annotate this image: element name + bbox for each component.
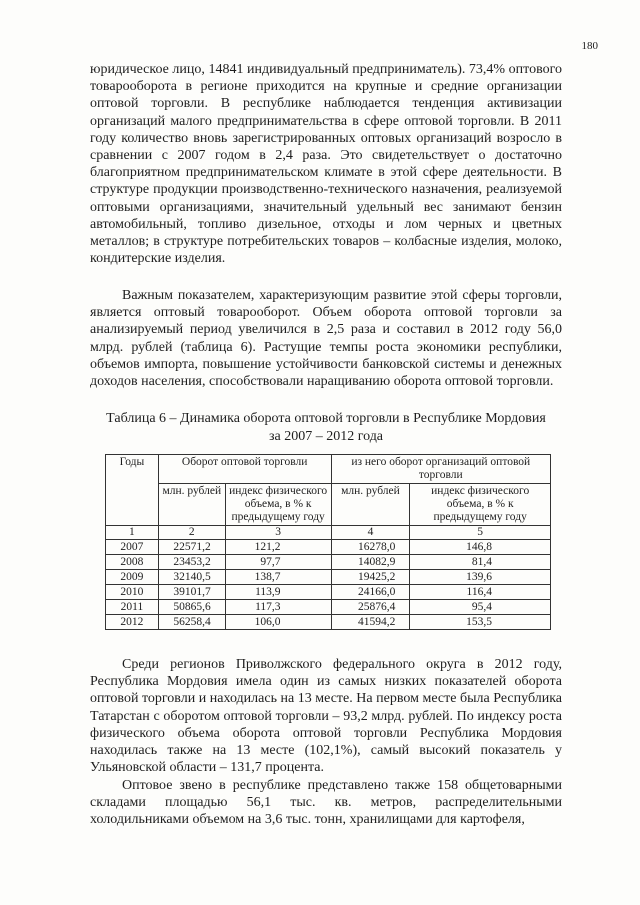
index-cell: 113,9 — [225, 585, 331, 600]
header-group-turnover: Оборот оптовой торговли — [158, 455, 331, 484]
paragraph-1: юридическое лицо, 14841 индивидуальный предприниматель). 73,4% оптового товарооборота в регионе приходится на крупные и средние организации оптовой торговли. В республике наблюдается тенденция активизации организаций малого предпринимательства в сфере оптовой торговли. В 2011 году количество вновь зарегистрированных оптовых организаций возросло в сравнении с 2007 годом в 2,4 раза. Это свидетельствует о достаточно благоприятном предпринимательском климате в этой сфере деятельности. В структуре продукции производственно-технического назначения, реализуемой оптовыми организациями, значительный удельный вес занимают бензин автомобильный, топливо дизельное, отходы и лом черных и цветных металлов; в структуре потребительских товаров – колбасные изделия, молоко, кондитерские изделия. — [90, 62, 562, 267]
org-index-cell: 81,4 — [410, 555, 551, 570]
header-index: индекс физического объема, в % к предыдущему году — [225, 484, 331, 526]
org-turnover-cell: 19425,2 — [331, 570, 410, 585]
column-number: 5 — [410, 526, 551, 540]
header-org-index: индекс физического объема, в % к предыдущему году — [410, 484, 551, 526]
year-cell: 2007 — [106, 540, 159, 555]
paragraph-2: Важным показателем, характеризующим развитие этой сферы торговли, является оптовый товарооборот. Объем оборота оптовой торговли за анализируемый период увеличился в 2,5 раза и составил в 2012 году 56,0 млрд. рублей (таблица 6). Растущие темпы роста экономики республики, объемов импорта, повышение устойчивости банковской системы и денежных доходов населения, способствовали наращиванию оборота оптовой торговли. — [90, 288, 562, 390]
turnover-cell: 32140,5 — [158, 570, 225, 585]
index-cell: 106,0 — [225, 615, 331, 630]
page-number: 180 — [581, 40, 598, 52]
index-cell: 138,7 — [225, 570, 331, 585]
table-row — [106, 615, 551, 630]
turnover-cell: 56258,4 — [158, 615, 225, 630]
table-row — [106, 600, 551, 615]
index-cell: 121,2 — [225, 540, 331, 555]
turnover-cell: 39101,7 — [158, 585, 225, 600]
year-cell: 2011 — [106, 600, 159, 615]
table-row — [106, 555, 551, 570]
table-row — [106, 585, 551, 600]
header-group-org-turnover: из него оборот организаций оптовой торговли — [331, 455, 550, 484]
turnover-cell: 50865,6 — [158, 600, 225, 615]
header-years: Годы — [106, 455, 159, 526]
year-cell: 2008 — [106, 555, 159, 570]
column-number: 2 — [158, 526, 225, 540]
header-mln-rub: млн. рублей — [158, 484, 225, 526]
table-header-row-2 — [106, 484, 551, 526]
table-header-row-1 — [106, 455, 551, 484]
column-number-row — [106, 526, 551, 540]
table-caption-line-1: Таблица 6 – Динамика оборота оптовой торговли в Республике Мордовия — [106, 411, 546, 426]
org-turnover-cell: 14082,9 — [331, 555, 410, 570]
turnover-cell: 22571,2 — [158, 540, 225, 555]
turnover-cell: 23453,2 — [158, 555, 225, 570]
wholesale-turnover-table — [105, 454, 551, 630]
org-turnover-cell: 41594,2 — [331, 615, 410, 630]
org-turnover-cell: 25876,4 — [331, 600, 410, 615]
table-caption — [90, 410, 562, 445]
column-number: 3 — [225, 526, 331, 540]
header-org-mln-rub: млн. рублей — [331, 484, 410, 526]
table-row — [106, 570, 551, 585]
org-index-cell: 116,4 — [410, 585, 551, 600]
org-index-cell: 153,5 — [410, 615, 551, 630]
org-index-cell: 139,6 — [410, 570, 551, 585]
paragraph-4: Оптовое звено в республике представлено также 158 общетоварными складами площадью 56,1 тыс. кв. метров, распределительными холодильниками объемом на 3,6 тыс. тонн, хранилищами для картофеля, — [90, 778, 562, 828]
column-number: 1 — [106, 526, 159, 540]
year-cell: 2012 — [106, 615, 159, 630]
year-cell: 2010 — [106, 585, 159, 600]
column-number: 4 — [331, 526, 410, 540]
org-turnover-cell: 16278,0 — [331, 540, 410, 555]
year-cell: 2009 — [106, 570, 159, 585]
table-caption-line-2: за 2007 – 2012 года — [268, 428, 384, 444]
index-cell: 117,3 — [225, 600, 331, 615]
org-turnover-cell: 24166,0 — [331, 585, 410, 600]
org-index-cell: 146,8 — [410, 540, 551, 555]
table-row — [106, 540, 551, 555]
index-cell: 97,7 — [225, 555, 331, 570]
org-index-cell: 95,4 — [410, 600, 551, 615]
paragraph-3: Среди регионов Приволжского федерального округа в 2012 году, Республика Мордовия имела один из самых низких показателей оборота оптовой торговли и находилась на 13 месте. На первом месте была Республика Татарстан с оборотом оптовой торговли – 93,2 млрд. рублей. По индексу роста физического объема оборота оптовой торговли Республика Мордовия находилась также на 13 месте (102,1%), самый высокий показатель у Ульяновской области – 131,7 процента. — [90, 657, 562, 776]
